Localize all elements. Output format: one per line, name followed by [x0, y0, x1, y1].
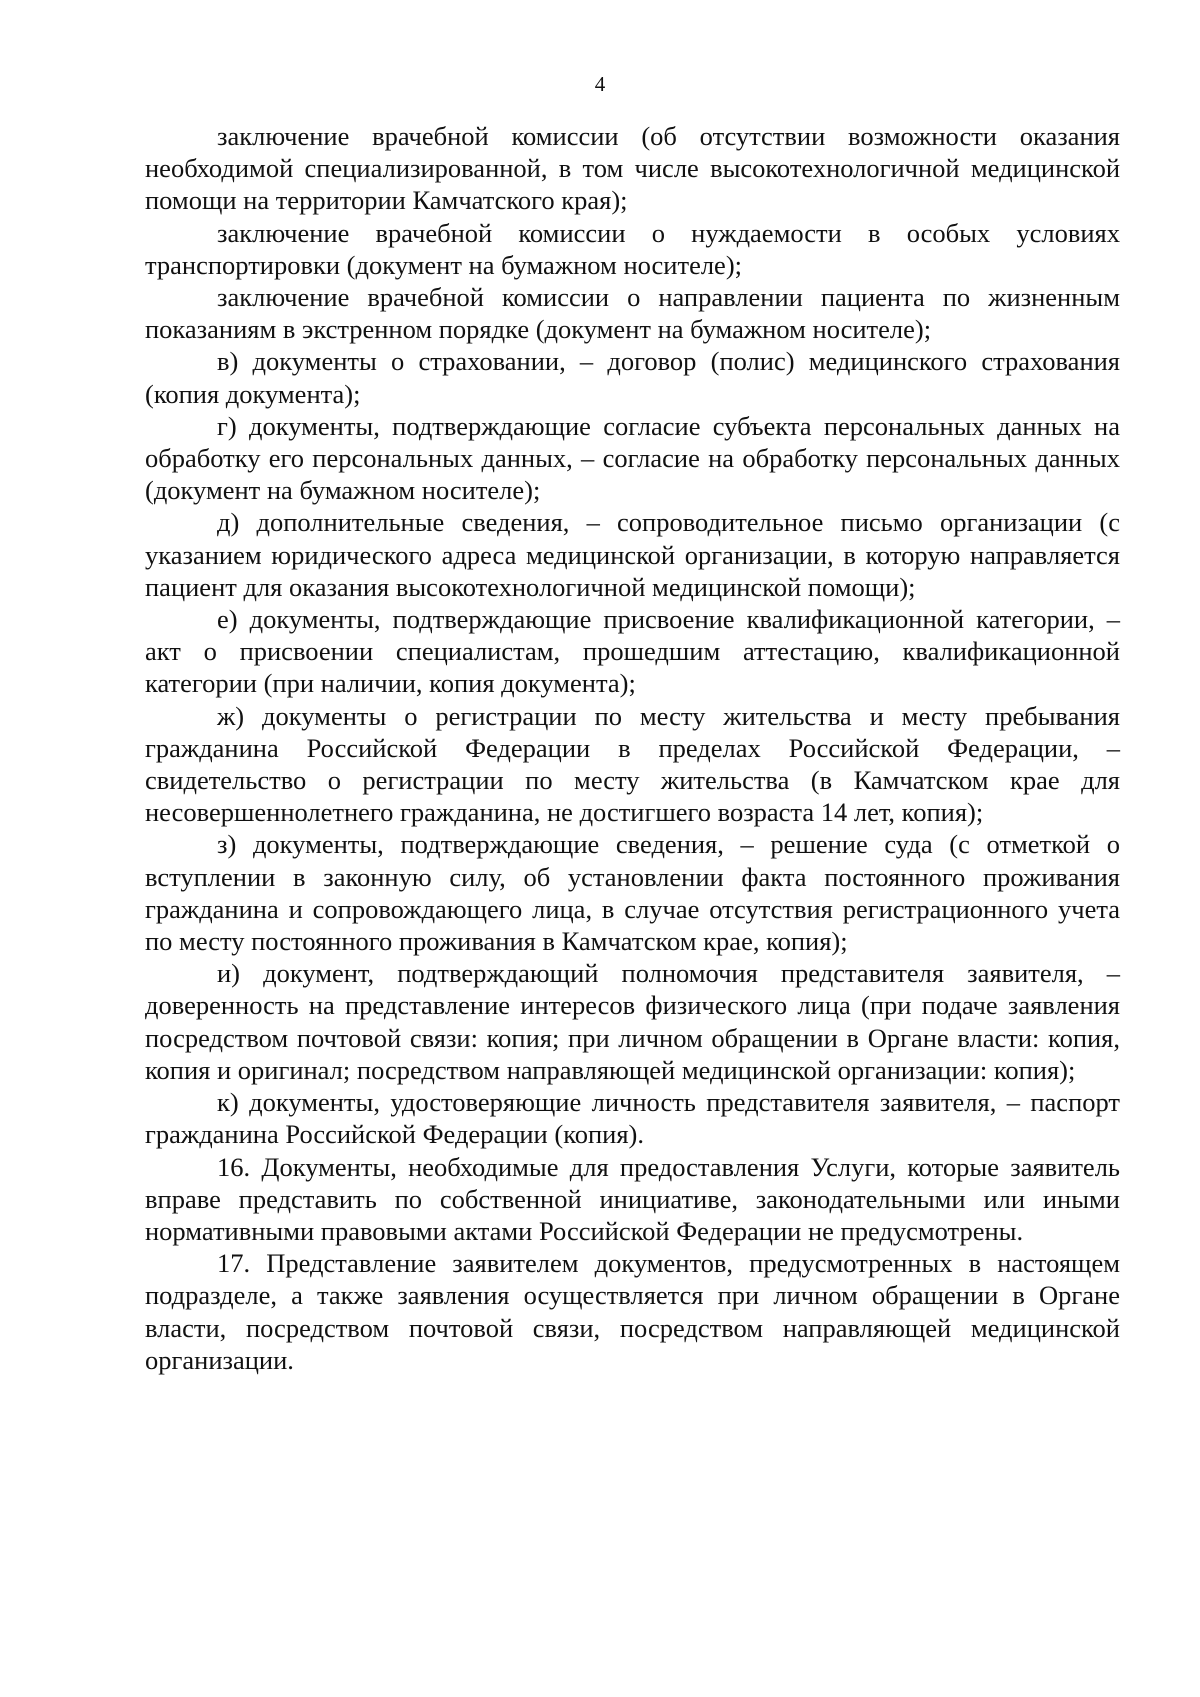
document-body: [145, 120, 1120, 1376]
paragraph-item-d-additional-info: д) дополнительные сведения, – сопроводительное письмо организации (с указанием юридического адреса медицинской организации, в которую направляется пациент для оказания высокотехнологичной медицинской помощи);: [145, 507, 1120, 602]
paragraph-section-16: 16. Документы, необходимые для предоставления Услуги, которые заявитель вправе представить по собственной инициативе, законодательными или иными нормативными правовыми актами Российской Федерации не предусмотрены.: [145, 1151, 1120, 1246]
paragraph-item-e-qualification: е) документы, подтверждающие присвоение квалификационной категории, – акт о присвоении специалистам, прошедшим аттестацию, квалификационной категории (при наличии, копия документа);: [145, 604, 1120, 699]
paragraph-medical-commission-no-care: заключение врачебной комиссии (об отсутствии возможности оказания необходимой специализированной, в том числе высокотехнологичной медицинской помощи на территории Камчатского края);: [145, 121, 1120, 216]
paragraph-item-v-insurance: в) документы о страховании, – договор (полис) медицинского страхования (копия документа);: [145, 346, 1120, 409]
paragraph-item-k-identity: к) документы, удостоверяющие личность представителя заявителя, – паспорт гражданина Российской Федерации (копия).: [145, 1087, 1120, 1150]
paragraph-medical-commission-transport: заключение врачебной комиссии о нуждаемости в особых условиях транспортировки (документ на бумажном носителе);: [145, 217, 1120, 280]
paragraph-item-z-court-decision: з) документы, подтверждающие сведения, – решение суда (с отметкой о вступлении в законную силу, об установлении факта постоянного проживания гражданина и сопровождающего лица, в случае отсутствия регистрационного учета по месту постоянного проживания в Камчатском крае, копия);: [145, 829, 1120, 957]
paragraph-item-zh-registration: ж) документы о регистрации по месту жительства и месту пребывания гражданина Российской Федерации в пределах Российской Федерации, – свидетельство о регистрации по месту жительства (в Камчатском крае для несовершеннолетнего гражданина, не достигшего возраста 14 лет, копия);: [145, 700, 1120, 828]
paragraph-section-17: 17. Представление заявителем документов, предусмотренных в настоящем подразделе, а также заявления осуществляется при личном обращении в Органе власти, посредством почтовой связи, посредством направляющей медицинской организации.: [145, 1248, 1120, 1375]
page-number: 4: [594, 72, 606, 96]
paragraph-medical-commission-emergency: заключение врачебной комиссии о направлении пациента по жизненным показаниям в экстренном порядке (документ на бумажном носителе);: [145, 282, 1120, 345]
paragraph-item-g-personal-data: г) документы, подтверждающие согласие субъекта персональных данных на обработку его персональных данных, – согласие на обработку персональных данных (документ на бумажном носителе);: [145, 410, 1120, 506]
paragraph-item-i-power-of-attorney: и) документ, подтверждающий полномочия представителя заявителя, – доверенность на представление интересов физического лица (при подаче заявления посредством почтовой связи: копия; при личном обращении в Органе власти: копия, копия и оригинал; посредством направляющей медицинской организации: копия);: [145, 958, 1120, 1085]
